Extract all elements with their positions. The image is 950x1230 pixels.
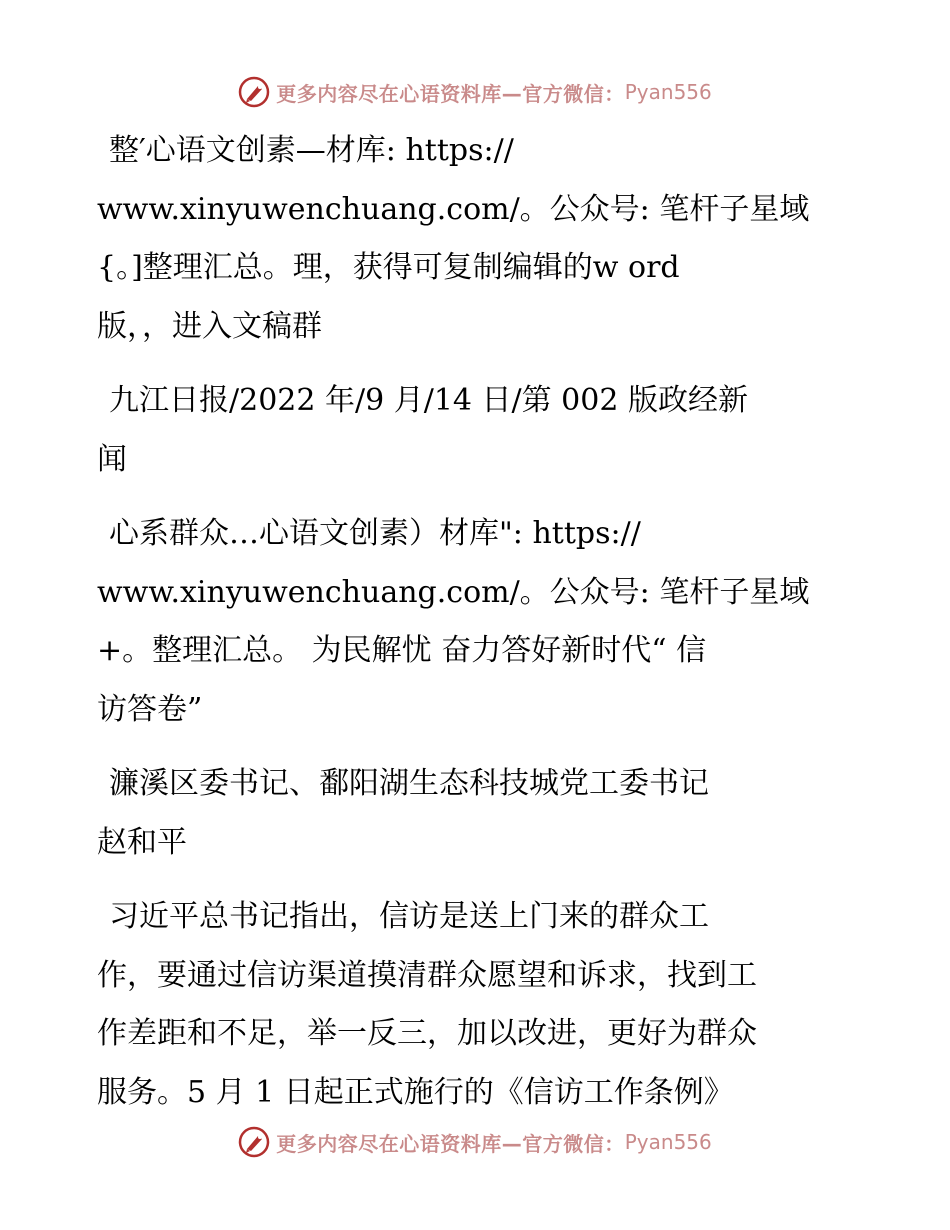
author-line bbox=[97, 755, 857, 872]
footer-banner bbox=[0, 1122, 950, 1162]
pen-logo-icon bbox=[238, 1126, 270, 1158]
text-line: 赵和平 bbox=[97, 824, 187, 860]
text-line: www.xinyuwenchuang.com/。公众号: 笔杆子星域 bbox=[97, 191, 810, 227]
text-line: 九江日报/2022 年/9 月/14 日/第 002 版政经新 bbox=[109, 383, 748, 418]
text-line: 版，，进入文稿群 bbox=[97, 308, 322, 344]
banner-text: 更多内容尽在心语资料库—官方微信： bbox=[276, 1131, 625, 1156]
text-line: 习近平总书记指出，信访是送上门来的群众工 bbox=[109, 899, 709, 934]
text-line: 访答卷” bbox=[97, 691, 203, 727]
pen-logo-icon bbox=[238, 76, 270, 108]
banner-text: 更多内容尽在心语资料库—官方微信： bbox=[276, 81, 625, 106]
article-title bbox=[97, 505, 857, 739]
text-line: 作，要通过信访渠道摸清群众愿望和诉求，找到工 bbox=[97, 957, 757, 993]
text-line: {。]整理汇总。理，获得可复制编辑的w ord bbox=[97, 250, 680, 285]
text-line: +。整理汇总。 为民解忧 奋力答好新时代“ 信 bbox=[97, 633, 707, 668]
text-line: www.xinyuwenchuang.com/。公众号: 笔杆子星域 bbox=[97, 574, 810, 610]
text-line: 整′心语文创素—材库: https:// bbox=[109, 133, 514, 168]
text-line: 心系群众…心语文创素）材库": https:// bbox=[109, 516, 641, 551]
banner-contact: Pyan556 bbox=[624, 1130, 712, 1154]
text-line: 闻 bbox=[97, 441, 127, 477]
text-line: 服务。5 月 1 日起正式施行的《信访工作条例》 bbox=[97, 1074, 734, 1110]
document-body bbox=[97, 122, 857, 1122]
source-paragraph bbox=[97, 122, 857, 356]
text-line: 濂溪区委书记、鄱阳湖生态科技城党工委书记 bbox=[109, 766, 709, 801]
text-line: 作差距和不足，举一反三，加以改进，更好为群众 bbox=[97, 1016, 757, 1051]
body-paragraph bbox=[97, 888, 857, 1122]
publication-line bbox=[97, 372, 857, 489]
header-banner bbox=[0, 72, 950, 112]
banner-contact: Pyan556 bbox=[624, 80, 712, 104]
